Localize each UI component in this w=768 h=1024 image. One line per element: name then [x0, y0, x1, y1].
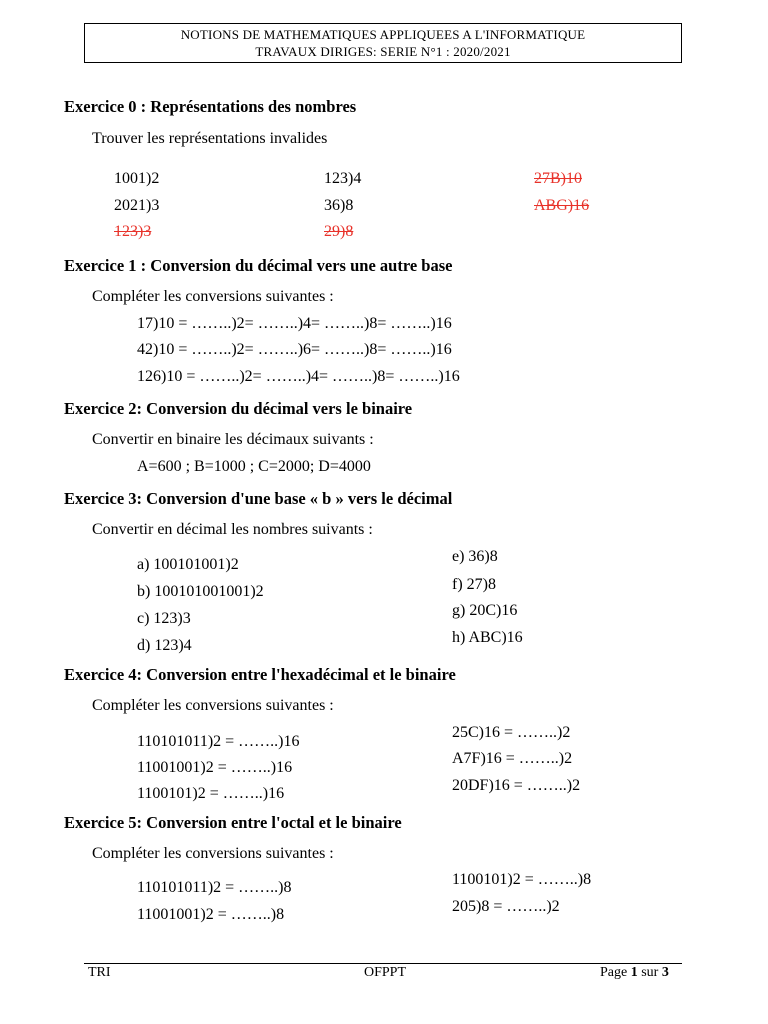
ex0-item-invalid: 29)8	[324, 223, 354, 240]
footer-divider	[84, 963, 682, 964]
ex0-item-invalid: 123)3	[114, 223, 152, 240]
ex4-conversion: 25C)16 = ……..)2	[452, 724, 571, 741]
exercise-3-instruction: Convertir en décimal les nombres suivants :	[92, 521, 373, 538]
ex5-conversion: 110101011)2 = ……..)8	[137, 879, 292, 896]
page-prefix: Page	[600, 965, 631, 980]
ex4-conversion: 20DF)16 = ……..)2	[452, 777, 581, 794]
ex1-conversion-line: 42)10 = ……..)2= ……..)6= ……..)8= ……..)16	[137, 341, 452, 358]
exercise-2-title: Exercice 2: Conversion du décimal vers le binaire	[64, 399, 413, 418]
ex3-item: h) ABC)16	[452, 629, 523, 646]
exercise-4-instruction: Compléter les conversions suivantes :	[92, 697, 334, 714]
exercise-0-title: Exercice 0 : Représentations des nombres	[64, 97, 357, 116]
ex2-values: A=600 ; B=1000 ; C=2000; D=4000	[137, 458, 371, 475]
ex1-conversion-line: 17)10 = ……..)2= ……..)4= ……..)8= ……..)16	[137, 315, 452, 332]
exercise-5-instruction: Compléter les conversions suivantes :	[92, 845, 334, 862]
ex4-conversion: 1100101)2 = ……..)16	[137, 785, 285, 802]
document-header	[84, 23, 682, 63]
exercise-4-title: Exercice 4: Conversion entre l'hexadécimal et le binaire	[64, 665, 456, 684]
page-total: 3	[661, 965, 669, 980]
ex3-item: f) 27)8	[452, 576, 496, 593]
header-title-line: NOTIONS DE MATHEMATIQUES APPLIQUEES A L'INFORMATIQUE	[180, 27, 586, 42]
ex4-conversion: 11001001)2 = ……..)16	[137, 759, 293, 776]
ex0-item-invalid: 27B)10	[534, 170, 582, 187]
ex3-item: d) 123)4	[137, 637, 192, 654]
ex3-item: c) 123)3	[137, 610, 191, 627]
footer-center: OFPPT	[364, 965, 407, 980]
header-series-line: TRAVAUX DIRIGES: SERIE N°1 : 2020/2021	[255, 44, 511, 59]
exercise-2-instruction: Convertir en binaire les décimaux suivants :	[92, 431, 374, 448]
page-number	[600, 965, 669, 981]
ex0-item: 1001)2	[114, 170, 160, 187]
footer-left: TRI	[88, 965, 111, 980]
exercise-3-title: Exercice 3: Conversion d'une base « b » vers le décimal	[64, 489, 453, 508]
exercise-1-instruction: Compléter les conversions suivantes :	[92, 288, 334, 305]
ex5-conversion: 205)8 = ……..)2	[452, 898, 560, 915]
ex0-item: 36)8	[324, 197, 354, 214]
page-current: 1	[630, 965, 638, 980]
ex3-item: g) 20C)16	[452, 602, 518, 619]
exercise-1-title: Exercice 1 : Conversion du décimal vers une autre base	[64, 256, 453, 275]
page-mid: sur	[637, 965, 662, 980]
ex5-conversion: 11001001)2 = ……..)8	[137, 906, 285, 923]
ex3-item: b) 100101001001)2	[137, 583, 264, 600]
ex0-item-invalid: ABG)16	[534, 197, 590, 214]
ex0-item: 123)4	[324, 170, 362, 187]
ex3-item: a) 100101001)2	[137, 556, 239, 573]
ex0-item: 2021)3	[114, 197, 160, 214]
ex1-conversion-line: 126)10 = ……..)2= ……..)4= ……..)8= ……..)16	[137, 368, 460, 385]
exercise-5-title: Exercice 5: Conversion entre l'octal et le binaire	[64, 813, 402, 832]
ex4-conversion: 110101011)2 = ……..)16	[137, 733, 300, 750]
exercise-0-instruction: Trouver les représentations invalides	[92, 130, 328, 147]
ex5-conversion: 1100101)2 = ……..)8	[452, 871, 592, 888]
ex4-conversion: A7F)16 = ……..)2	[452, 750, 573, 767]
ex3-item: e) 36)8	[452, 548, 498, 565]
